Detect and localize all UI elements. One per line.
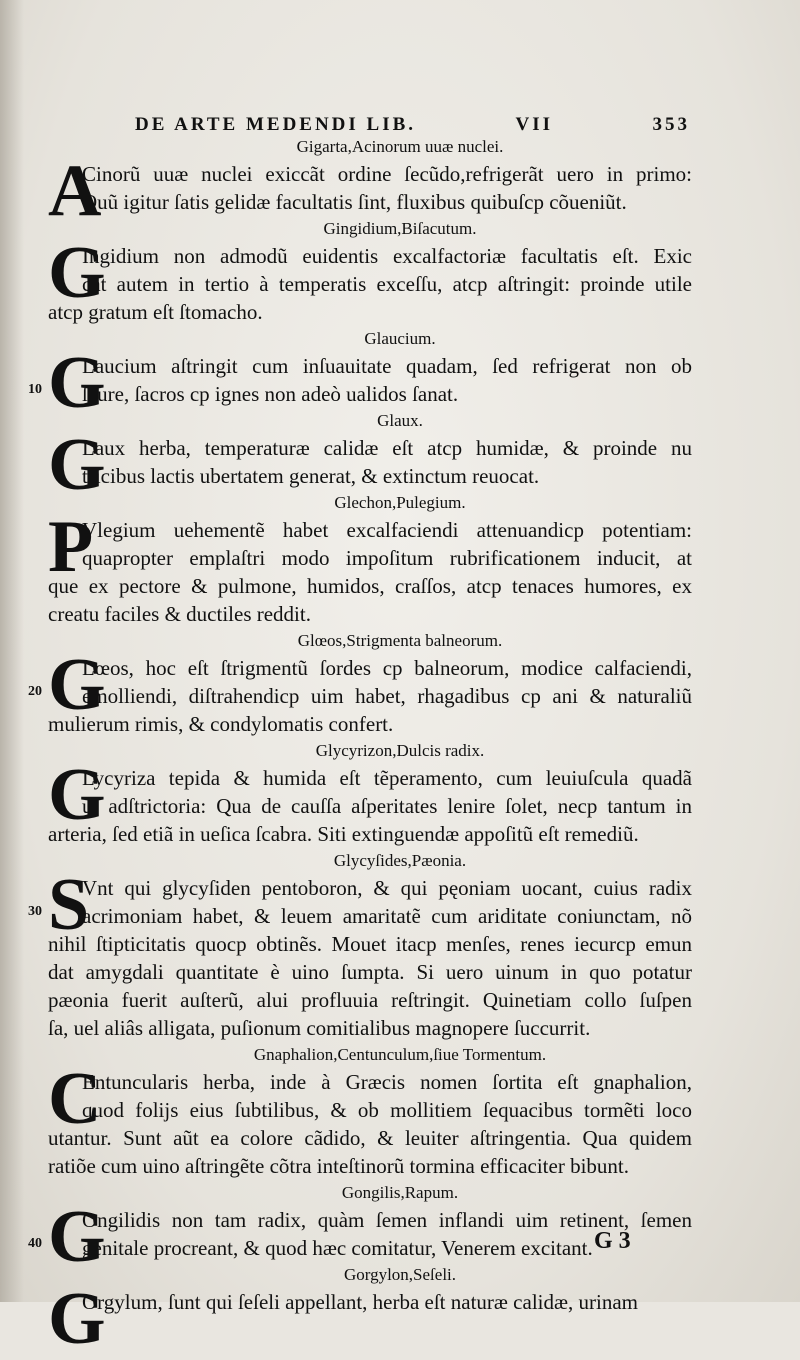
gutter-shadow (0, 0, 24, 1302)
text-line: Quũ igitur ſatis gelidæ facultatis ſint, fluxibus quibuſcp cõueniũt. (82, 190, 627, 214)
text-line: Cinorũ uuæ nuclei exiccãt ordine ſecũdo,refrigerãt uero in primo: (82, 162, 692, 186)
text-line: creatu faciles & ductiles reddit. (48, 602, 311, 626)
line-number-marker: 30 (28, 904, 42, 919)
text-line: mulierum rimis, & condylomatis confert. (48, 712, 394, 736)
text-line: genitale procreant, & quod hæc comitatur, Venerem excitant. (82, 1236, 593, 1260)
text-line: nihil ſtipticitatis quocp obtinẽs. Mouet itacp menſes, renes iecurcp emun (48, 932, 692, 956)
text-line: arteria, ſed etiã in ueſica ſcabra. Siti extinguendæ appoſitũ eſt remediũ. (48, 822, 639, 846)
entry-title: Gorgylon,Seſeli. (343, 1265, 457, 1284)
text-line: Entuncularis herba, inde à Græcis nomen ſortita eſt gnaphalion, (82, 1070, 692, 1094)
initial-letter: G (48, 1278, 106, 1360)
entry-title: Glaux. (377, 411, 423, 430)
text-line: Lycyriza tepida & humida eſt tẽperamento, cum leuiuſcula quadã (82, 766, 692, 790)
line-number-marker: 20 (28, 684, 42, 699)
entry-title: Gigarta,Acinorum uuæ nuclei. (296, 137, 504, 156)
initial-letter: G (48, 1196, 106, 1278)
entry-body (28, 644, 692, 738)
text-line: Ingidium non admodũ euidentis excalfactoriæ facultatis eſt. Exic (82, 244, 692, 268)
text-line: cat autem in tertio à temperatis exceſſu, atcp aſtringit: proinde utile (82, 272, 692, 296)
text-line: ſa, uel aliâs alligata, puſionum comitialibus magnopere ſuccurrit. (48, 1016, 591, 1040)
text-line: atcp gratum eſt ſtomacho. (48, 300, 263, 324)
entry-body (48, 232, 692, 326)
text-line: ui adſtrictoria: Qua de cauſſa aſperitates lenire ſolet, necp tantum in (82, 794, 692, 818)
entry (48, 1042, 692, 1180)
initial-letter: A (48, 150, 102, 232)
text-line: Lœos, hoc eſt ſtrigmentũ ſordes cp balneorum, modice calfaciendi, (82, 656, 692, 680)
entry-body (28, 864, 692, 1042)
text-line: Laucium aſtringit cum inſuauitate quadam, ſed refrigerat non ob (82, 354, 692, 378)
text-line: Vnt qui glycyſiden pentoboron, & qui pęoniam uocant, cuius radix (82, 876, 692, 900)
entry (48, 490, 692, 628)
text-line: pæonia fuerit auſterũ, alui profluuia reſtringit. Quinetiam collo ſuſpen (48, 988, 692, 1012)
entry (28, 848, 692, 1042)
entry (48, 216, 692, 326)
entry (28, 628, 692, 738)
entry-title: Gingidium,Biſacutum. (323, 219, 477, 238)
entry-title: Glycyrizon,Dulcis radix. (315, 741, 485, 760)
entry (48, 1262, 692, 1360)
entry-title: Gnaphalion,Centunculum,ſiue Tormentum. (253, 1045, 547, 1064)
text-line: quapropter emplaſtri modo impoſitum rubrificationem inducit, at (82, 546, 692, 570)
initial-letter: P (48, 506, 94, 588)
entry-body (48, 506, 692, 628)
entry-title: Glechon,Pulegium. (334, 493, 466, 512)
entry-title: Glaucium. (364, 329, 436, 348)
entry-body (48, 754, 692, 848)
running-head-title: DE ARTE MEDENDI LIB. (135, 114, 417, 135)
text-line: Ongilidis non tam radix, quàm ſemen inflandi uim retinent, ſemen (82, 1208, 692, 1232)
text-line: ratiõe cum uino aſtringẽte cõtra inteſtinorũ tormina efficaciter bibunt. (48, 1154, 629, 1178)
signature-mark: G 3 (594, 1228, 631, 1254)
text-line: Laux herba, temperaturæ calidæ eſt atcp humidæ, & proinde nu (82, 436, 692, 460)
initial-letter: G (48, 644, 106, 726)
text-line: quod folijs eius ſubtilibus, & ob mollitiem ſequacibus tormẽti loco (82, 1098, 692, 1122)
text-line: ſcure, ſacros cp ignes non adeò ualidos ſanat. (82, 382, 459, 406)
text-line: utantur. Sunt aũt ea colore cãdido, & leuiter aſtringentia. Qua quidem (48, 1126, 692, 1150)
entry-body (48, 1278, 692, 1360)
text-line: emolliendi, diſtrahendicp uim habet, rhagadibus cp ani & naturaliũ (82, 684, 692, 708)
text-line: acrimoniam habet, & leuem amaritatẽ cum ariditate coniunctam, nõ (82, 904, 692, 928)
page-number: 353 (652, 114, 690, 135)
initial-letter: G (48, 754, 106, 836)
initial-letter: G (48, 424, 106, 506)
initial-letter: C (48, 1058, 102, 1140)
entries-list (28, 134, 692, 1360)
initial-letter: G (48, 342, 106, 424)
entry-body (48, 1058, 692, 1180)
line-number-marker: 10 (28, 382, 42, 397)
line-number-marker: 40 (28, 1236, 42, 1251)
text-line: Vlegium uehementẽ habet excalfaciendi attenuandicp potentiam: (82, 518, 692, 542)
running-head-book: VII (515, 114, 554, 135)
initial-letter: S (48, 864, 90, 946)
text-line: Orgylum, ſunt qui ſeſeli appellant, herba eſt naturæ calidæ, urinam (82, 1290, 638, 1314)
text-line: que ex pectore & pulmone, humidos, craſſos, atcp tenaces humores, ex (48, 574, 692, 598)
text-line: dat amygdali quantitate è uino ſumpta. Si uero uinum in quo potatur (48, 960, 692, 984)
entry (48, 738, 692, 848)
initial-letter: G (48, 232, 106, 314)
text-line: tricibus lactis ubertatem generat, & extinctum reuocat. (82, 464, 540, 488)
running-head (135, 114, 690, 136)
entry-title: Glœos,Strigmenta balneorum. (297, 631, 503, 650)
entry-title: Glycyſides,Pæonia. (333, 851, 467, 870)
entry-title: Gongilis,Rapum. (341, 1183, 459, 1202)
